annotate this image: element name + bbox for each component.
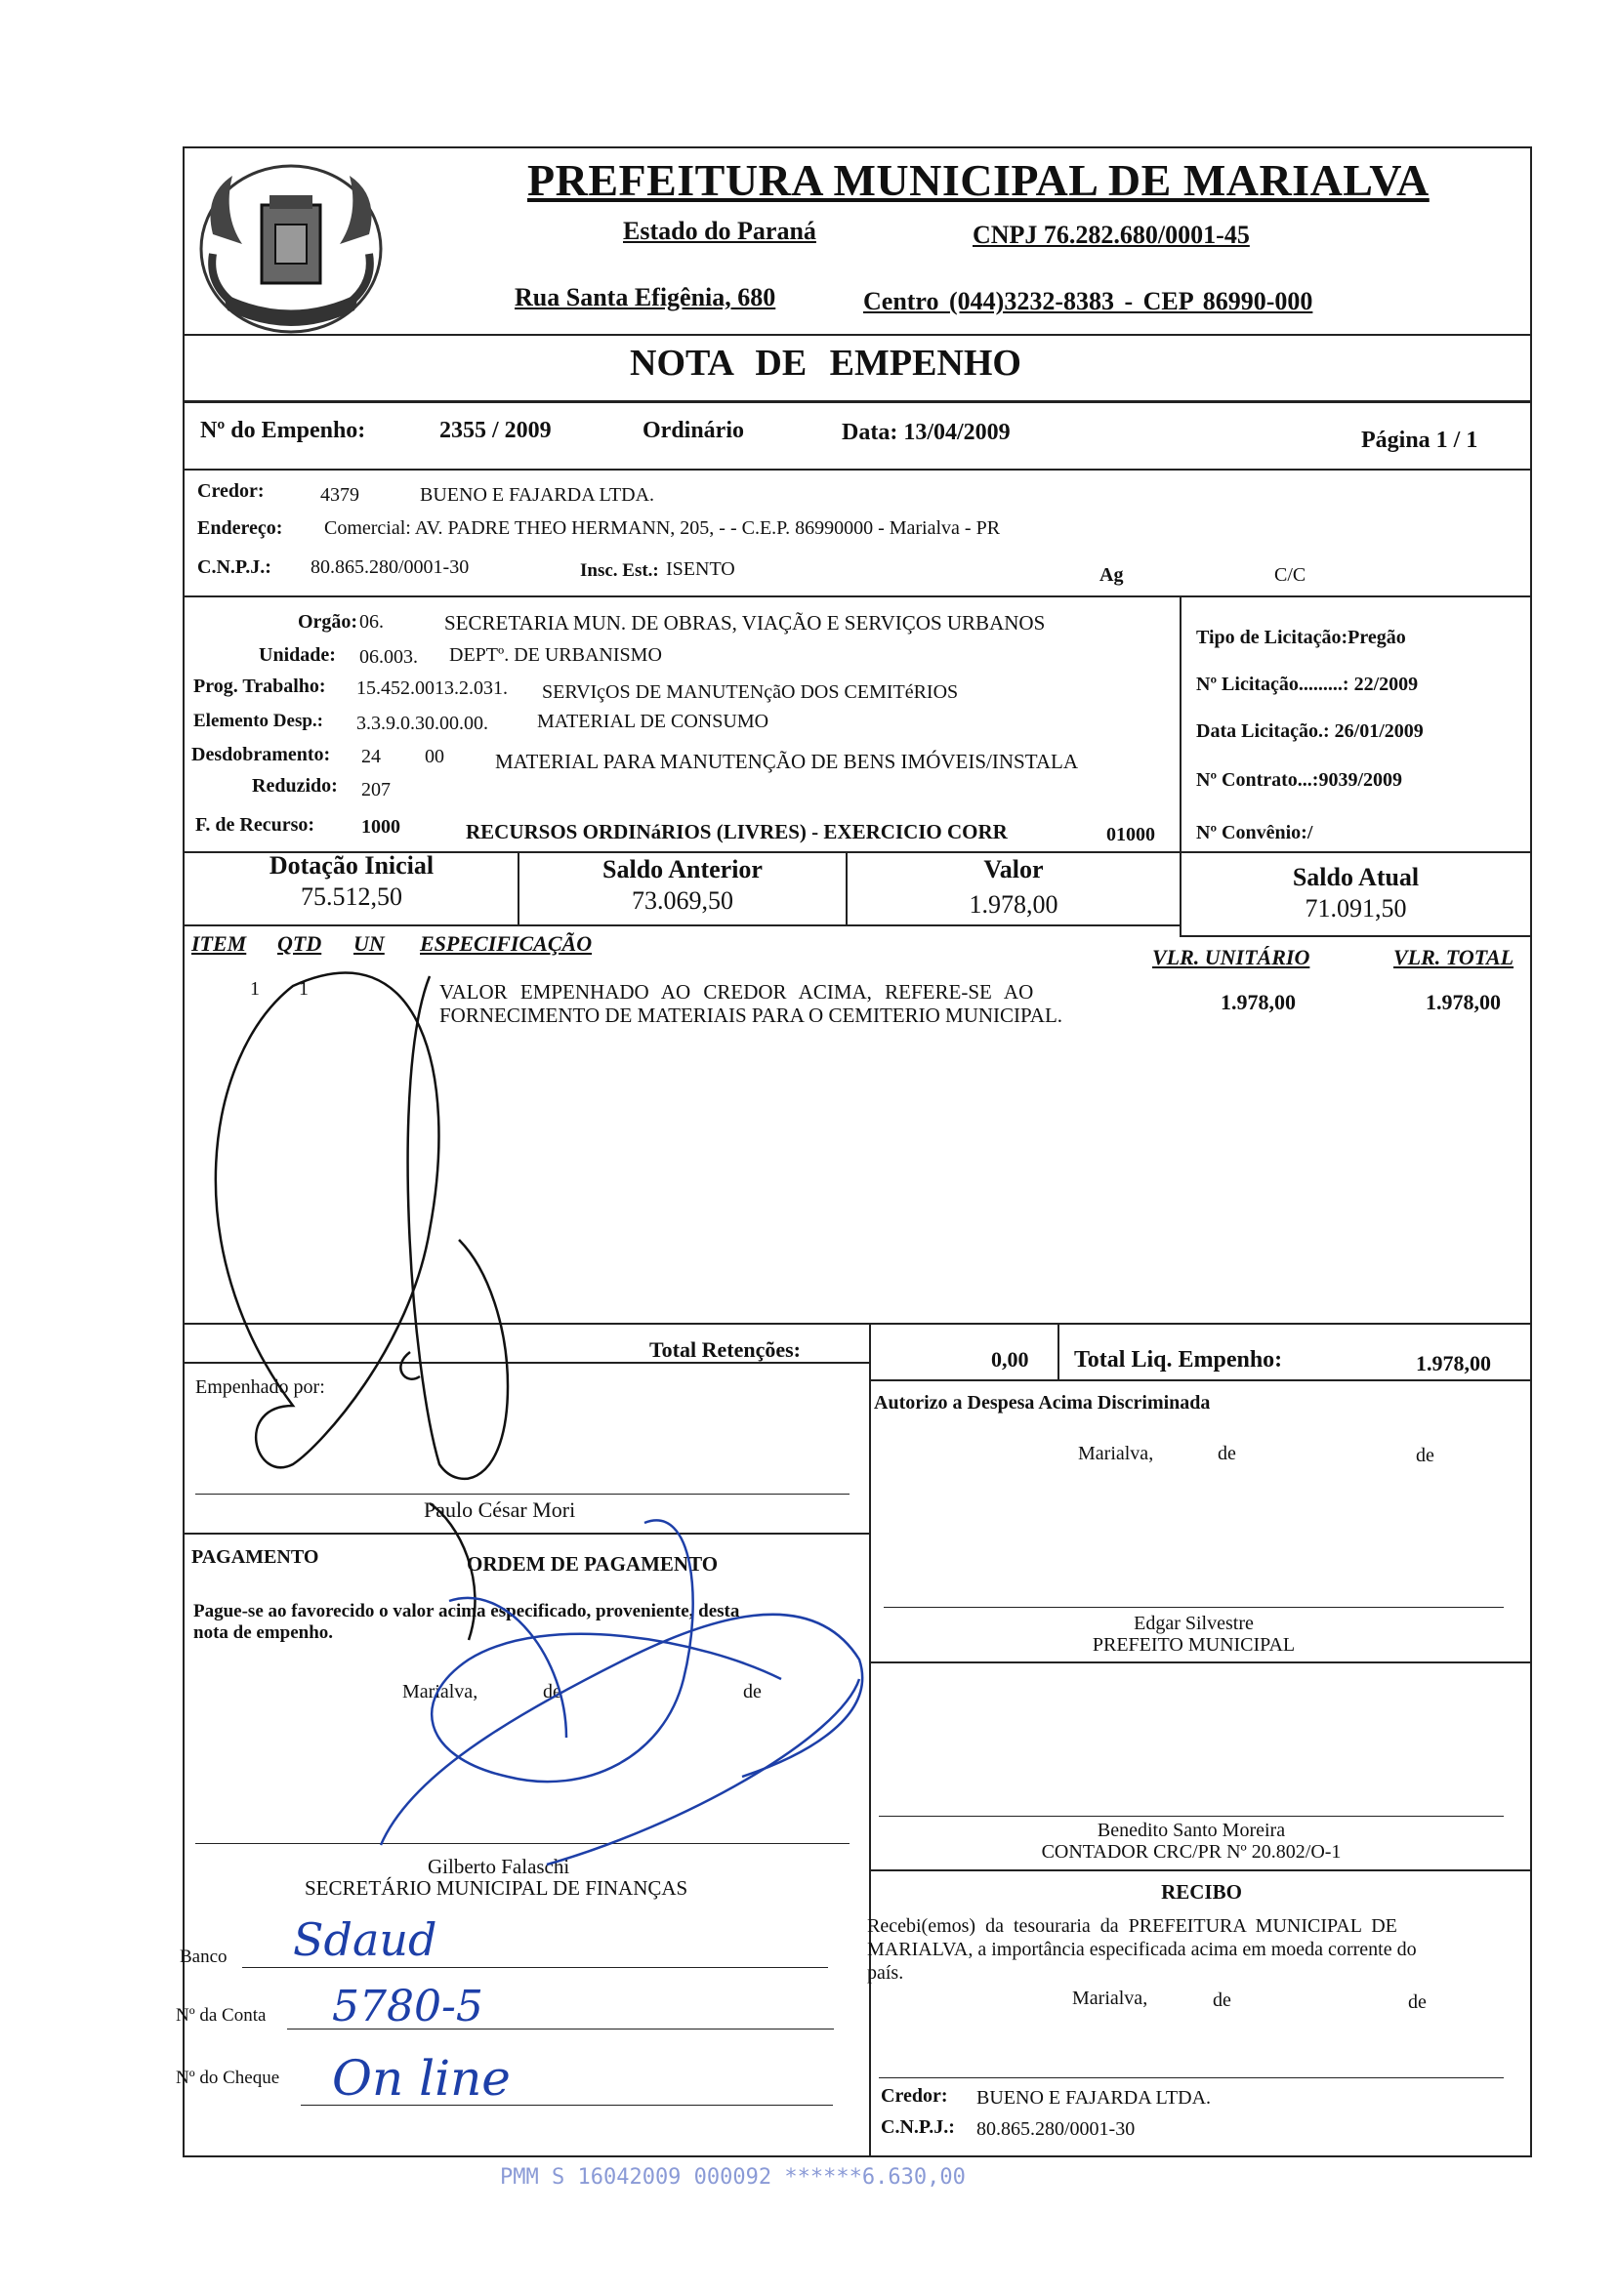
unidade-code: 06.003. xyxy=(359,646,418,668)
licitacao-numero: Nº Licitação.........: 22/2009 xyxy=(1196,674,1419,695)
divider xyxy=(869,1323,871,1379)
pagamento-de2: de xyxy=(743,1681,762,1702)
autorizo-de1: de xyxy=(1218,1443,1236,1464)
saldo-anterior-value: 73.069,50 xyxy=(632,886,733,915)
contador-name: Benedito Santo Moreira xyxy=(1097,1820,1286,1841)
recibo-title: RECIBO xyxy=(1161,1880,1242,1904)
signature-line xyxy=(195,1843,850,1844)
prefeito-name: Edgar Silvestre xyxy=(1134,1613,1254,1634)
credor-code: 4379 xyxy=(320,484,359,506)
signature-line xyxy=(879,1816,1504,1817)
cheque-handwritten: On line xyxy=(332,2050,511,2107)
desdobramento-label: Desdobramento: xyxy=(191,744,331,765)
divider xyxy=(183,334,1532,336)
empenho-page: Página 1 / 1 xyxy=(1361,428,1478,453)
insc-label: Insc. Est.: xyxy=(580,560,659,581)
ordem-pagamento-label: ORDEM DE PAGAMENTO xyxy=(467,1552,719,1576)
divider xyxy=(1180,595,1182,853)
cheque-label: Nº do Cheque xyxy=(176,2068,280,2088)
recibo-cnpj-value: 80.865.280/0001-30 xyxy=(976,2118,1136,2140)
divider xyxy=(183,1323,1532,1325)
divider xyxy=(1180,935,1532,937)
prog-name: SERVIçOS DE MANUTENçãO DOS CEMITéRIOS xyxy=(542,681,959,703)
saldo-anterior-label: Saldo Anterior xyxy=(602,855,763,883)
reduzido-label: Reduzido: xyxy=(252,775,338,797)
banco-label: Banco xyxy=(180,1947,228,1967)
divider xyxy=(869,1661,1532,1663)
licitacao-contrato: Nº Contrato...:9039/2009 xyxy=(1196,769,1403,791)
dotacao-inicial-label: Dotação Inicial xyxy=(269,851,435,880)
licitacao-convenio: Nº Convênio:/ xyxy=(1196,822,1313,843)
conta-label: Nº da Conta xyxy=(176,2005,267,2026)
contador-title: CONTADOR CRC/PR Nº 20.802/O-1 xyxy=(1041,1841,1342,1863)
ag-label: Ag xyxy=(1099,564,1124,586)
col-qtd: QTD xyxy=(277,931,322,956)
orgao-label: Orgão: xyxy=(298,611,358,633)
item-number: 1 xyxy=(250,978,260,1000)
recurso-label: F. de Recurso: xyxy=(195,814,315,836)
doc-title: NOTA DE EMPENHO xyxy=(630,343,1021,384)
divider xyxy=(869,1379,871,2157)
item-espec-line1: VALOR EMPENHADO AO CREDOR ACIMA, REFERE-SE AO xyxy=(439,980,1034,1004)
divider xyxy=(183,400,1532,403)
header-cnpj: CNPJ 76.282.680/0001-45 xyxy=(973,221,1250,249)
secretario-name: Gilberto Falaschi xyxy=(428,1855,570,1878)
col-vlr-unitario: VLR. UNITÁRIO xyxy=(1152,945,1310,969)
signature-line xyxy=(884,1607,1504,1608)
prefeito-title: PREFEITO MUNICIPAL xyxy=(1092,1634,1296,1656)
saldo-atual-label: Saldo Atual xyxy=(1292,863,1420,891)
retencoes-value: 0,00 xyxy=(991,1347,1029,1372)
item-vlr-unitario: 1.978,00 xyxy=(1221,990,1296,1014)
recibo-text-line1: Recebi(emos) da tesouraria da PREFEITURA MUNICIPAL DE xyxy=(867,1915,1397,1937)
empenho-number: 2355 / 2009 xyxy=(439,418,552,443)
col-un: UN xyxy=(353,931,385,956)
cnpj-label: C.N.P.J.: xyxy=(197,556,271,578)
divider xyxy=(183,595,1532,597)
coat-of-arms-logo xyxy=(193,156,389,337)
col-vlr-total: VLR. TOTAL xyxy=(1393,945,1514,969)
cc-label: C/C xyxy=(1274,564,1306,586)
autorizo-label: Autorizo a Despesa Acima Discriminada xyxy=(874,1392,1211,1414)
banco-line xyxy=(242,1967,828,1968)
elemento-code: 3.3.9.0.30.00.00. xyxy=(356,713,488,734)
pagamento-text-line1: Pague-se ao favorecido o valor acima especificado, proveniente, desta xyxy=(193,1601,740,1621)
item-vlr-total: 1.978,00 xyxy=(1426,990,1501,1014)
pagamento-label: PAGAMENTO xyxy=(191,1546,319,1568)
desdobramento-code: 24 xyxy=(361,746,381,767)
empenhado-label: Empenhado por: xyxy=(195,1376,325,1398)
header-address: Centro (044)3232-8383 - CEP 86990-000 xyxy=(863,287,1313,315)
payment-stamp: PMM S 16042009 000092 ******6.630,00 xyxy=(500,2165,966,2190)
unidade-name: DEPTº. DE URBANISMO xyxy=(449,644,662,666)
endereco-value: Comercial: AV. PADRE THEO HERMANN, 205, - - C.E.P. 86990000 - Marialva - PR xyxy=(324,517,1001,539)
retencoes-label: Total Retenções: xyxy=(649,1337,801,1362)
banco-handwritten: Sdaud xyxy=(293,1913,437,1966)
recurso-code: 1000 xyxy=(361,816,400,838)
empenho-label: Nº do Empenho: xyxy=(200,418,366,443)
divider xyxy=(183,1533,869,1535)
header-street: Rua Santa Efigênia, 680 xyxy=(515,283,776,311)
col-item: ITEM xyxy=(191,931,247,956)
conta-handwritten: 5780-5 xyxy=(332,1982,483,2031)
credor-label: Credor: xyxy=(197,480,265,502)
signature-line xyxy=(879,2077,1504,2078)
recibo-de1: de xyxy=(1213,1989,1231,2011)
desdobramento-sub: 00 xyxy=(425,746,444,767)
divider xyxy=(183,924,1181,926)
item-espec-line2: FORNECIMENTO DE MATERIAIS PARA O CEMITERIO MUNICIPAL. xyxy=(439,1004,1063,1027)
orgao-name: SECRETARIA MUN. DE OBRAS, VIAÇÃO E SERVIÇOS URBANOS xyxy=(444,611,1046,635)
endereco-label: Endereço: xyxy=(197,517,283,539)
prog-code: 15.452.0013.2.031. xyxy=(356,677,508,699)
item-qtd: 1 xyxy=(299,978,309,1000)
licitacao-data: Data Licitação.: 26/01/2009 xyxy=(1196,720,1424,742)
secretario-title: SECRETÁRIO MUNICIPAL DE FINANÇAS xyxy=(305,1876,688,1900)
licitacao-tipo: Tipo de Licitação:Pregão xyxy=(1196,627,1406,648)
recibo-text-line2: MARIALVA, a importância especificada acima em moeda corrente do xyxy=(867,1939,1417,1960)
autorizo-de2: de xyxy=(1416,1445,1434,1466)
signature-line xyxy=(195,1494,850,1495)
elemento-name: MATERIAL DE CONSUMO xyxy=(537,711,769,732)
recibo-credor-value: BUENO E FAJARDA LTDA. xyxy=(976,2087,1212,2109)
autorizo-place: Marialva, xyxy=(1078,1443,1154,1464)
valor-label: Valor xyxy=(983,855,1044,883)
col-especificacao: ESPECIFICAÇÃO xyxy=(420,931,593,956)
saldo-atual-value: 71.091,50 xyxy=(1305,894,1407,922)
liquido-value: 1.978,00 xyxy=(1416,1351,1491,1375)
divider xyxy=(869,1869,1532,1871)
elemento-label: Elemento Desp.: xyxy=(193,711,323,731)
valor-value: 1.978,00 xyxy=(969,890,1058,919)
pagamento-de1: de xyxy=(543,1681,561,1702)
recurso-name: RECURSOS ORDINáRIOS (LIVRES) - EXERCICIO CORR xyxy=(466,820,1008,843)
divider xyxy=(1057,1323,1059,1379)
insc-value: ISENTO xyxy=(666,558,735,580)
pagamento-place: Marialva, xyxy=(402,1681,478,1702)
header-state: Estado do Paraná xyxy=(623,217,816,245)
cnpj-value: 80.865.280/0001-30 xyxy=(311,556,470,578)
empenhado-name: Paulo César Mori xyxy=(424,1497,576,1522)
empenho-date: Data: 13/04/2009 xyxy=(842,420,1011,445)
reduzido-value: 207 xyxy=(361,779,391,800)
recibo-de2: de xyxy=(1408,1991,1427,2013)
divider xyxy=(869,1379,1532,1381)
dotacao-inicial-value: 75.512,50 xyxy=(301,882,402,911)
recibo-cnpj-label: C.N.P.J.: xyxy=(881,2116,955,2138)
recibo-credor-label: Credor: xyxy=(881,2085,948,2107)
liquido-label: Total Liq. Empenho: xyxy=(1074,1347,1283,1373)
header-title: PREFEITURA MUNICIPAL DE MARIALVA xyxy=(527,155,1430,205)
orgao-code: 06. xyxy=(359,611,384,633)
unidade-label: Unidade: xyxy=(259,644,336,666)
recibo-place: Marialva, xyxy=(1072,1988,1148,2009)
recibo-text-line3: país. xyxy=(867,1962,904,1984)
desdobramento-name: MATERIAL PARA MANUTENÇÃO DE BENS IMÓVEIS/INSTALA xyxy=(495,750,1079,773)
divider xyxy=(183,1362,869,1364)
recurso-sub: 01000 xyxy=(1106,824,1155,845)
empenho-type: Ordinário xyxy=(643,418,745,443)
pagamento-text-line2: nota de empenho. xyxy=(193,1622,334,1643)
divider xyxy=(183,469,1532,471)
prog-label: Prog. Trabalho: xyxy=(193,676,326,697)
credor-name: BUENO E FAJARDA LTDA. xyxy=(420,484,655,506)
